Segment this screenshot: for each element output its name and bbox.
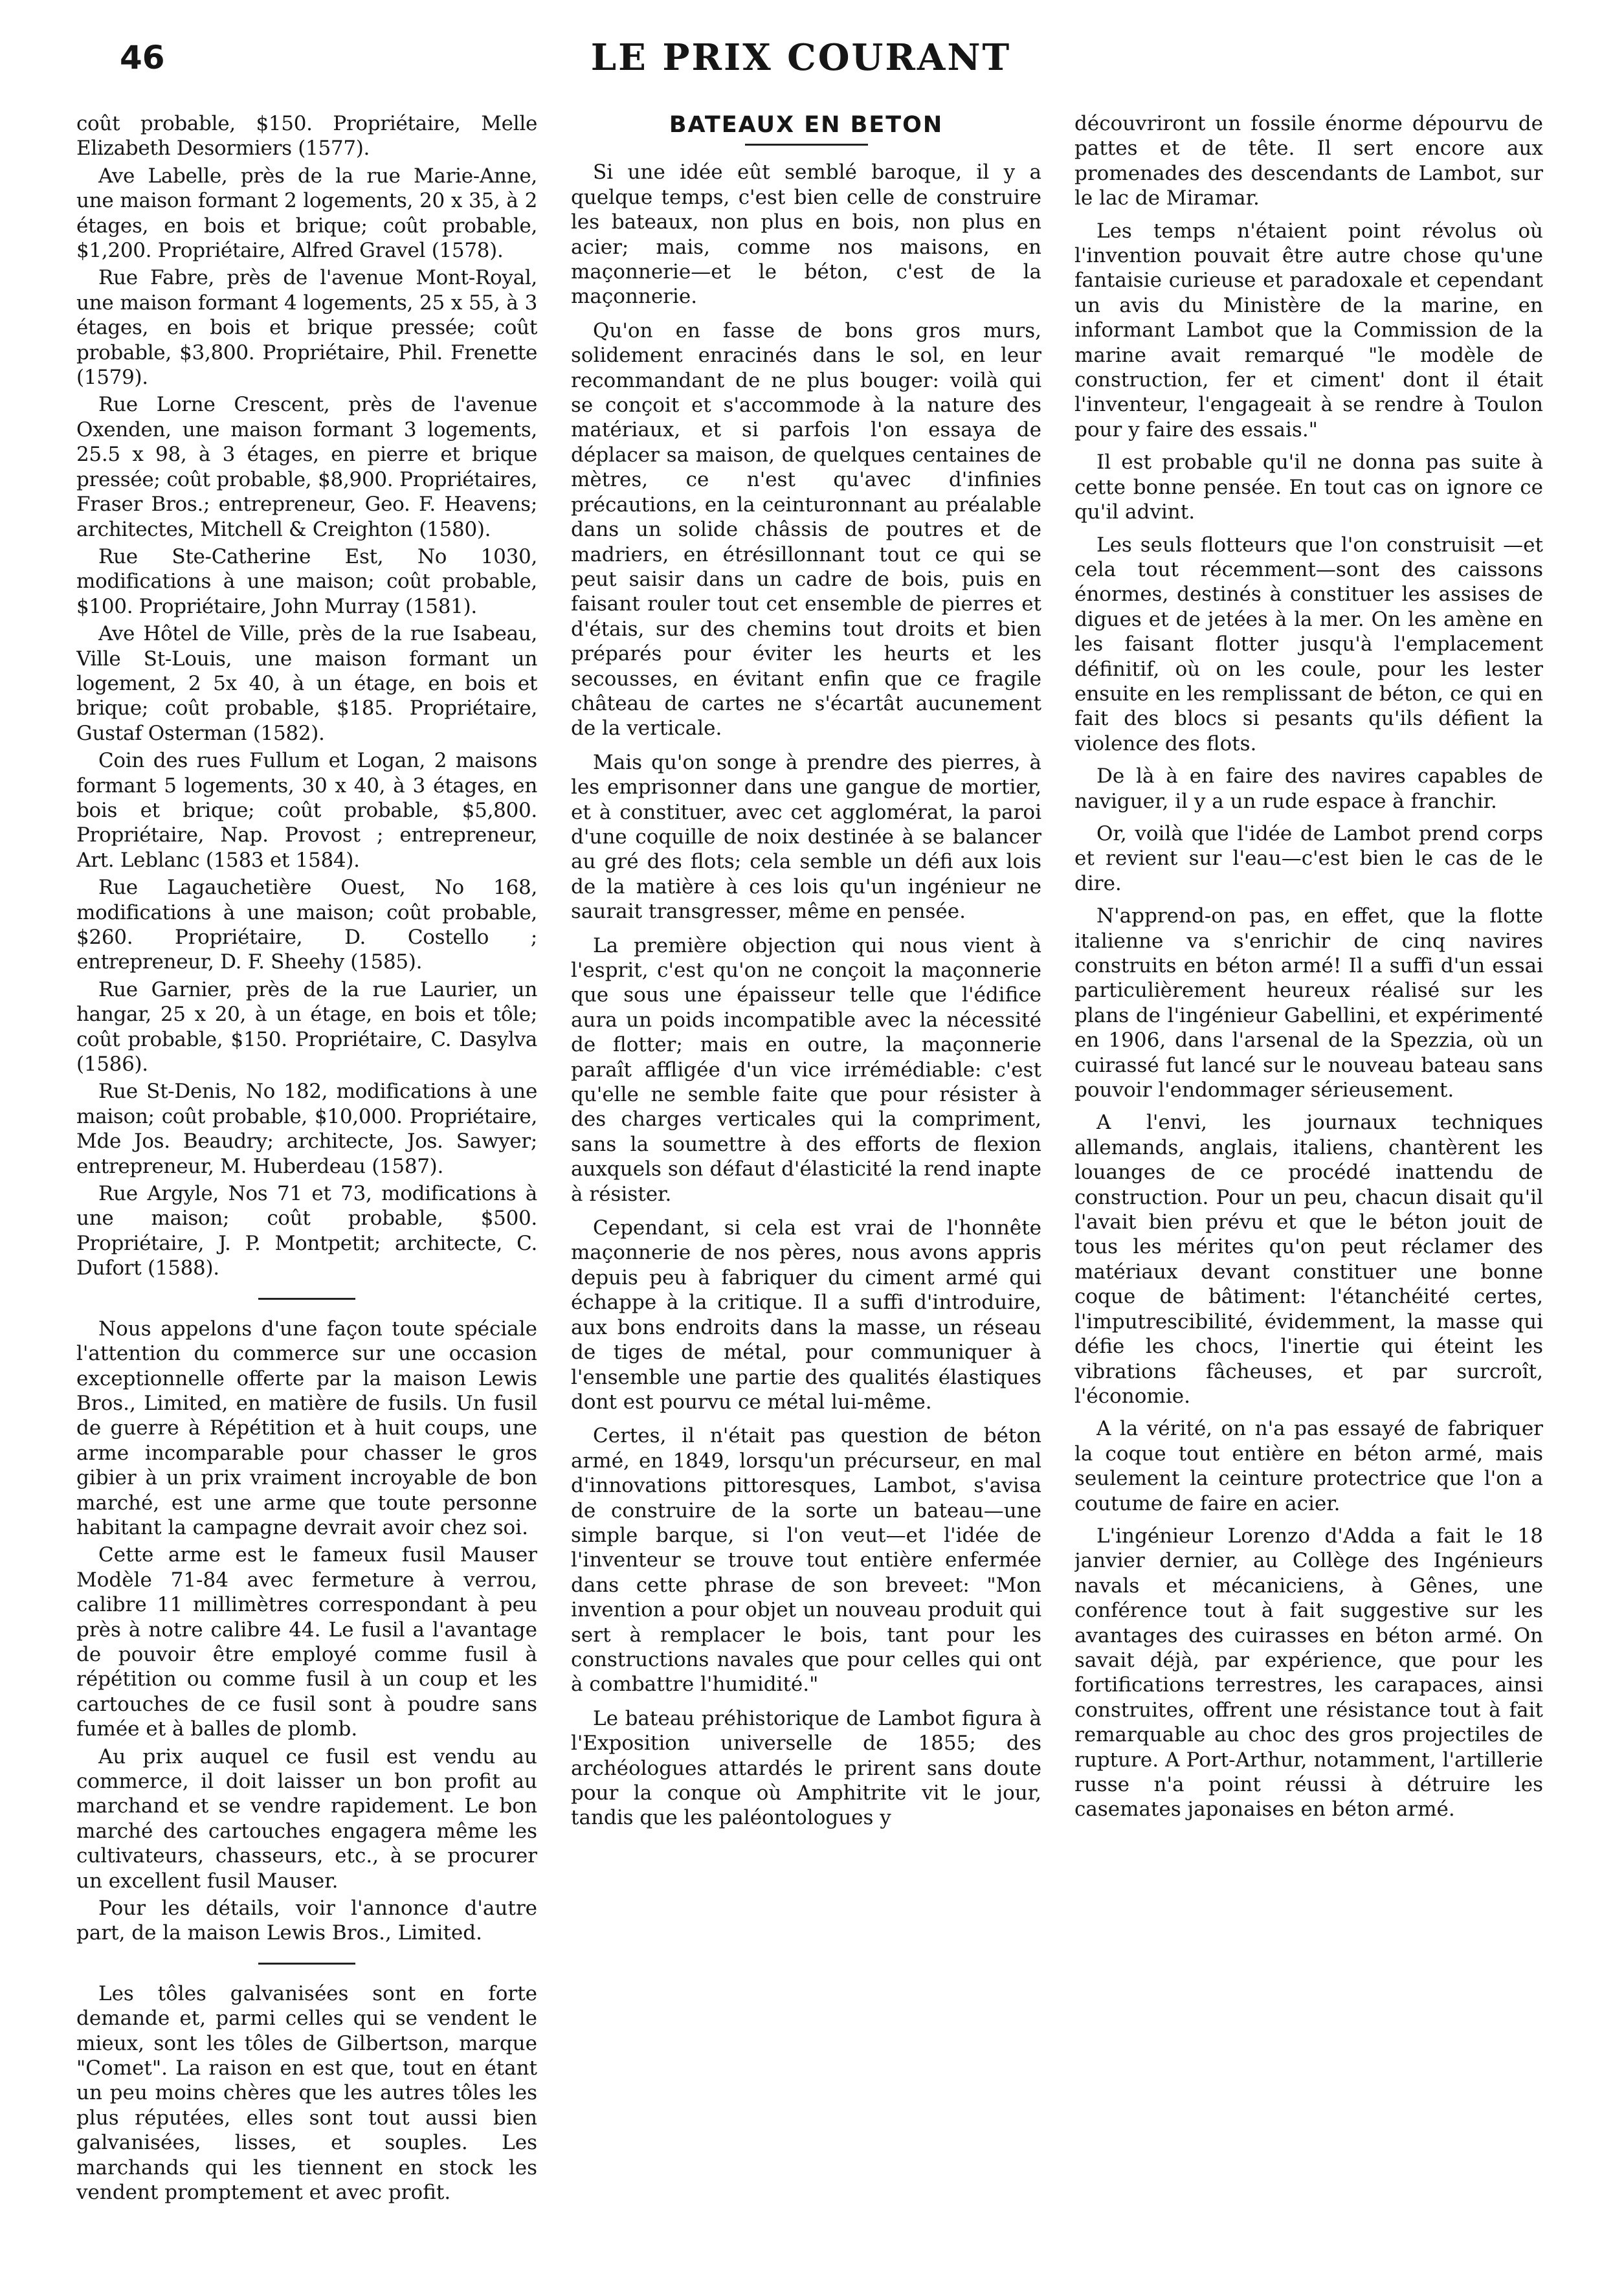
article-paragraph: L'ingénieur Lorenzo d'Adda a fait le 18 janvier dernier, au Collège des Ingénieurs navals et mécaniciens, à Gênes, une conférence tout à fait suggestive sur les avantages des cuirasses en béton armé. On savait déjà, par expérience, que pour les fortifications terrestres, les carapaces, ainsi construites, offrent une résistance tout à fait remarquable au choc des gros projectiles de rupture. A Port-Arthur, notamment, l'artillerie russe n'a point réussi à détruire les casemates japonaises en béton armé. [1074,1524,1543,1822]
article-paragraph: Il est probable qu'il ne donna pas suite à cette bonne pensée. En tout cas on ignore ce qu'il advint. [1074,451,1543,524]
article-paragraph: découvriront un fossile énorme dépourvu de pattes et de tête. Il sert encore aux promenades des descendants de Lambot, sur le lac de Miramar. [1074,112,1543,210]
permit-entry: coût probable, $150. Propriétaire, Melle Elizabeth Desormiers (1577). [76,112,537,161]
article-title: BATEAUX EN BETON [669,112,944,138]
lewis-bros-notice [76,1317,537,1946]
column-right [1074,111,1543,2267]
article-paragraph: A la vérité, on n'a pas essayé de fabriquer la coque tout entière en béton armé, mais seulement la ceinture protectrice que l'on a coutume de faire en acier. [1074,1417,1543,1515]
article-paragraph: De là à en faire des navires capables de naviguer, il y a un rude espace à franchir. [1074,764,1543,813]
article-paragraph: Certes, il n'était pas question de béton armé, en 1849, lorsqu'un précurseur, en mal d'innovations pittoresques, Lambot, s'avisa de construire de la sorte un bateau—une simple barque, si l'on veut—et l'idée de l'inventeur se trouve tout entière enfermée dans cette phrase de son breveet: "Mon invention a pour objet un nouveau produit qui sert à remplacer le bois, tant pour les constructions navales que pour celles qui ont à combattre l'humidité." [571,1424,1041,1697]
article-paragraph: Or, voilà que l'idée de Lambot prend corps et revient sur l'eau—c'est bien le cas de le dire. [1074,821,1543,895]
permit-entry: Ave Hôtel de Ville, près de la rue Isabeau, Ville St-Louis, une maison formant un logement, 2 5x 40, à un étage, en bois et brique; coût probable, $185. Propriétaire, Gustaf Osterman (1582). [76,622,537,745]
article-paragraph: Les temps n'étaient point révolus où l'invention pouvait être autre chose qu'une fantaisie curieuse et paradoxale et cependant un avis du Ministère de la marine, en informant Lambot que la Commission de la marine avait remarqué "le modèle de construction, fer et ciment' dont il était l'inventeur, l'engageait à se rendre à Toulon pour y faire des essais." [1074,219,1543,441]
permit-entry: Rue Fabre, près de l'avenue Mont-Royal, une maison formant 4 logements, 25 x 55, à 3 étages, en bois et brique pressée; coût probable, $3,800. Propriétaire, Phil. Frenette (1579). [76,266,537,390]
permit-entry: Ave Labelle, près de la rue Marie-Anne, une maison formant 2 logements, 20 x 35, à 2 étages, en bois et brique; coût probable, $1,200. Propriétaire, Alfred Gravel (1578). [76,164,537,263]
article-paragraph: A l'envi, les journaux techniques allemands, anglais, italiens, chantèrent les louanges de ce procédé inattendu de construction. Pour un peu, chacun disait qu'il l'avait bien prévu et que le béton jouit de tous les mérites qu'on peut réclamer des matériaux devant constituer une bonne coque de bâtiment: l'étanchéité certes, l'imputrescibilité, évidemment, la masse qui défie les chocs, l'inertie qui éteint les vibrations fâcheuses, et par surcroît, l'économie. [1074,1111,1543,1408]
notice-paragraph: Les tôles galvanisées sont en forte demande et, parmi celles qui se vendent le mieux, sont les tôles de Gilbertson, marque "Comet". La raison en est que, tout en étant un peu moins chères que les autres tôles les plus réputées, elles sont tout aussi bien galvanisées, lisses, et souples. Les marchands qui les tiennent en stock les vendent promptement et avec profit. [76,1981,537,2205]
article-paragraph: Qu'on en fasse de bons gros murs, solidement enracinés dans le sol, en leur recommandant de ne plus bouger: voilà qui se conçoit et s'accommode à la nature des matériaux, et si parfois l'on essaya de déplacer sa maison, de quelques centaines de mètres, ce n'est qu'avec d'infinies précautions, en la ceinturonnant au préalable dans un solide châssis de poutres et de madriers, en étrésillonnant tout ce qui se peut saisir dans un cadre de bois, puis en faisant rouler tout cet ensemble de pierres et d'étais, sur des chemins tout droits et bien préparés pour éviter les heurts et les secousses, en évitant enfin que ce fragile château de cartes ne s'écartât aucunement de la verticale. [571,318,1041,741]
journal-title: LE PRIX COURANT [590,36,1012,79]
page-number: 46 [120,39,165,76]
article-paragraph: Les seuls flotteurs que l'on construisit —et cela tout récemment—sont des caissons énormes, destinés à constituer les assises de digues et de jetées à la mer. On les amène en les faisant flotter jusqu'à l'emplacement définitif, où on les coule, pour les lester ensuite en les remplissant de béton, ce qui en fait des blocs si pesants qu'ils défient la violence des flots. [1074,533,1543,755]
permit-entry: Rue Argyle, Nos 71 et 73, modifications à une maison; coût probable, $500. Propriétaire, J. P. Montpetit; architecte, C. Dufort (1588). [76,1182,537,1280]
notice-paragraph: Pour les détails, voir l'annonce d'autre part, de la maison Lewis Bros., Limited. [76,1897,537,1945]
article-paragraph: Mais qu'on songe à prendre des pierres, à les emprisonner dans une gangue de mortier, et à constituer, avec cet agglomérat, la paroi d'une coquille de noix destinée à se balancer au gré des flots; cela semble un défi aux lois de la matière à ces lois qu'un ingénieur ne saurait transgresser, même en pensée. [571,750,1041,924]
column-middle [571,111,1041,2267]
article-paragraph: N'apprend-on pas, en effet, que la flotte italienne va s'enrichir de cinq navires construits en béton armé! Il a suffi d'un essai particulièrement heureux réalisé sur les plans de l'ingénieur Gabellini, et expérimenté en 1906, dans l'arsenal de la Spezzia, où un cuirassé fut lancé sur le nouveau bateau sans pouvoir l'endommager sérieusement. [1074,904,1543,1102]
column-left [76,111,537,2267]
section-divider [258,1298,355,1300]
title-underline [745,144,868,146]
article-paragraph: Le bateau préhistorique de Lambot figura à l'Exposition universelle de 1855; des archéologues attardés le prirent sans doute pour la conque où Amphitrite vit le jour, tandis que les paléontologues y [571,1706,1041,1830]
notice-paragraph: Au prix auquel ce fusil est vendu au commerce, il doit laisser un bon profit au marchand et se vendre rapidement. Le bon marché des cartouches engagera même les cultivateurs, chasseurs, etc., à se procurer un excellent fusil Mauser. [76,1744,537,1893]
gilbertson-notice [76,1981,537,2205]
article-paragraph: Cependant, si cela est vrai de l'honnête maçonnerie de nos pères, nous avons appris depuis peu à fabriquer du ciment armé qui échappe à la critique. Il a suffi d'introduire, aux bons endroits dans la masse, un réseau de tiges de métal, pour communiquer à l'ensemble une partie des qualités élastiques dont est pourvu ce métal lui-même. [571,1216,1041,1414]
notice-paragraph: Cette arme est le fameux fusil Mauser Modèle 71-84 avec fermeture à verrou, calibre 11 millimètres correspondant à peu près à notre calibre 44. Le fusil a l'avantage de pouvoir être employé comme fusil à répétition ou comme fusil à un coup et les cartouches de ce fusil sont à poudre sans fumée et à balles de plomb. [76,1543,537,1741]
building-permits [76,111,537,1281]
notice-paragraph: Nous appelons d'une façon toute spéciale l'attention du commerce sur une occasion exceptionnelle offerte par la maison Lewis Bros., Limited, en matière de fusils. Un fusil de guerre à Répétition et à huit coups, une arme incomparable pour chasser le gros gibier à un prix vraiment incroyable de bon marché, est une arme que toute personne habitant la campagne devrait avoir chez soi. [76,1317,537,1539]
permit-entry: Rue Garnier, près de la rue Laurier, un hangar, 25 x 20, à un étage, en bois et tôle; coût probable, $150. Propriétaire, C. Dasylva (1586). [76,977,537,1076]
permit-entry: Rue St-Denis, No 182, modifications à une maison; coût probable, $10,000. Propriétaire, Mde Jos. Beaudry; architecte, Jos. Sawyer; entrepreneur, M. Huberdeau (1587). [76,1080,537,1178]
permit-entry: Rue Lagauchetière Ouest, No 168, modifications à une maison; coût probable, $260. Propriétaire, D. Costello ; entrepreneur, D. F. Sheehy (1585). [76,876,537,974]
permit-entry: Rue Ste-Catherine Est, No 1030, modifications à une maison; coût probable, $100. Propriétaire, John Murray (1581). [76,544,537,618]
permit-entry: Rue Lorne Crescent, près de l'avenue Oxenden, une maison formant 3 logements, 25.5 x 98, à 3 étages, en pierre et brique pressée; coût probable, $8,900. Propriétaires, Fraser Bros.; entrepreneur, Geo. F. Heavens; architectes, Mitchell & Creighton (1580). [76,393,537,541]
section-divider [258,1963,355,1965]
page-header [0,28,1602,87]
permit-entry: Coin des rues Fullum et Logan, 2 maisons formant 5 logements, 30 x 40, à 3 étages, en bois et brique; coût probable, $5,800. Propriétaire, Nap. Provost ; entrepreneur, Art. Leblanc (1583 et 1584). [76,749,537,872]
article-paragraph: Si une idée eût semblé baroque, il y a quelque temps, c'est bien celle de construire les bateaux, non plus en bois, non plus en acier; mais, comme nos maisons, en maçonnerie—et le béton, c'est de la maçonnerie. [571,161,1041,309]
article-paragraph: La première objection qui nous vient à l'esprit, c'est qu'on ne conçoit la maçonnerie que sous une épaisseur telle que l'édifice aura un poids incompatible avec la nécessité de flotter; mais en outre, la maçonnerie paraît affligée d'un vice irrémédiable: c'est qu'elle ne semble faite que pour résister à des charges verticales qui la compriment, sans la soumettre à des efforts de flexion auxquels son défaut d'élasticité la rend inapte à résister. [571,933,1041,1206]
